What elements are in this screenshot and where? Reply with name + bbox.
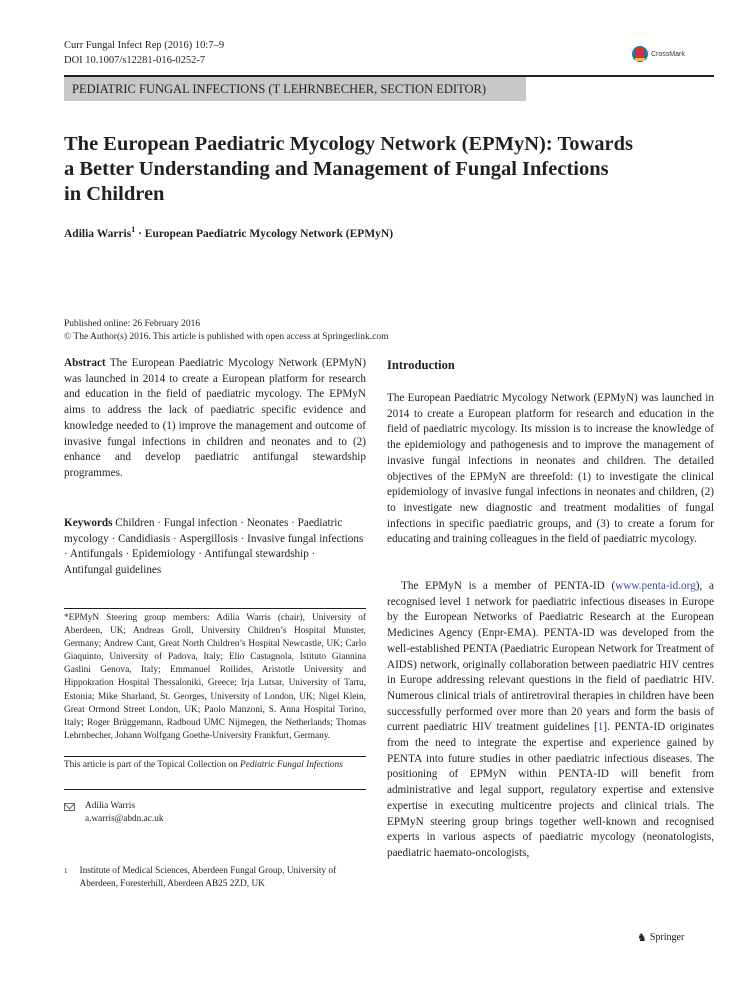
footnote-divider: [64, 756, 366, 757]
section-band: PEDIATRIC FUNGAL INFECTIONS (T LEHRNBECHER, SECTION EDITOR): [64, 77, 526, 101]
contact-name: Adilia Warris: [85, 801, 135, 811]
journal-meta: [64, 38, 224, 68]
publisher-logo: [637, 931, 684, 944]
keywords: [64, 516, 366, 579]
author-line: [64, 225, 393, 240]
introduction-paragraph-2: [387, 579, 714, 862]
crossmark-badge[interactable]: [632, 42, 702, 66]
topical-collection-name[interactable]: Pediatric Fungal Infections: [240, 760, 343, 770]
publisher-name: Springer: [649, 932, 685, 943]
title-line-1: The European Paediatric Mycology Network (EPMyN): Towards: [64, 133, 634, 155]
abstract-text: The European Paediatric Mycology Network (EPMyN) was launched in 2014 to create a European platform for research and education in the field of paediatric mycology. The EPMyN aims to address the lack of paediatric specific evidence and knowledge needed to (1) improve the management and outcome of invasive fungal infections in children and neonates and to (2) enhance and develop paediatric antifungal stewardship programmes.: [64, 357, 366, 479]
abstract: [64, 356, 366, 482]
introduction-paragraph-1: The European Paediatric Mycology Network (EPMyN) was launched in 2014 to create a European platform for research and education in the field of paediatric mycology. Its mission is to increase the knowledge of the epidemiology and pathogenesis and to improve the management of invasive fungal infections in neonates and children. The detailed objectives of the EPMyN are threefold: (1) to investigate the clinical epidemiology of invasive fungal infections in neonates and children, (2) to investigate new diagnostic and treatment modalities of fungal infections in specific paediatric groups, and (3) to create a forum for educating and training colleagues in the field of paediatric mycology.: [387, 392, 714, 546]
title-line-2: a Better Understanding and Management of Fungal Infections: [64, 158, 609, 180]
keywords-label: Keywords: [64, 517, 113, 529]
corresponding-author: [64, 800, 164, 826]
title-line-3: in Children: [64, 183, 165, 205]
springer-horse-icon: ♞: [637, 932, 647, 944]
journal-citation: Curr Fungal Infect Rep (2016) 10:7–9: [64, 40, 225, 51]
keywords-text: Children · Fungal infection · Neonates · Paediatric mycology · Candidiasis · Aspergillosis · Invasive fungal infections · Antifungals · Epidemiology · Antifungal stewardship · Antifungal guidelines: [64, 517, 364, 577]
footnote-divider: [64, 789, 366, 790]
paragraph-text: ]. PENTA-ID originates from the need to integrate the expertise and experience gained by PENTA into future studies in other paediatric infectious diseases. The positioning of EPMyN within PENTA-ID will benefit from administrative and legal support, regulatory expertise and extensive expertise in executing multicentre projects and clinical trials. The EPMyN steering group brings together well-known and recognised experts in various aspects of paediatric mycology (neonatologists, paediatric haemato-oncologists,: [387, 721, 714, 859]
topical-prefix: This article is part of the Topical Collection on: [64, 760, 241, 770]
publication-info: [64, 318, 389, 344]
affiliation: [64, 865, 366, 891]
article-title: [64, 132, 704, 207]
paragraph-text: ), a recognised level 1 network for paediatric infectious diseases in Europe by the European Networks of Paediatric Research at the European Medicines Agency (Enpr-EMA). PENTA-ID was developed from the well-established PENTA (Paediatric European Network for Treatment of AIDS) network, originally collaboration between paediatric HIV centres in Europe addressing relevant questions in the field of paediatric HIV. Numerous clinical trials of antiretroviral therapies in children have been successfully performed over more than 20 years and form the basis of current paediatric HIV treatment guidelines [: [387, 580, 714, 734]
footnote-divider: [64, 608, 366, 609]
contact-email[interactable]: a.warris@abdn.ac.uk: [85, 814, 164, 824]
reference-link-1[interactable]: 1: [597, 721, 604, 734]
author-affiliation-sup: 1: [131, 225, 136, 234]
introduction-heading: Introduction: [387, 358, 455, 372]
envelope-icon: [64, 803, 75, 811]
abstract-label: Abstract: [64, 357, 106, 369]
published-online: Published online: 26 February 2016: [64, 319, 201, 329]
penta-id-link[interactable]: www.penta-id.org: [615, 580, 696, 592]
crossmark-icon: [632, 46, 648, 62]
author-separator: ·: [135, 227, 145, 240]
affiliation-text: Institute of Medical Sciences, Aberdeen Fungal Group, University of Aberdeen, Foresterhill, Aberdeen AB25 2ZD, UK: [79, 866, 337, 889]
topical-collection-note: [64, 759, 366, 772]
steering-group-footnote: *EPMyN Steering group members: Adilia Warris (chair), University of Aberdeen, UK; Andreas Groll, University Children’s Hospital Munster, Germany; Andrew Cant, Great North Children’s Hospital Newcastle, UK; Carlo Giaquinto, University of Padova, Italy; Elio Castagnola, Istituto Giannina Gaslini Genova, Italy; Emmanuel Roilides, Aristotle University and Hippokration Hospital Thessaloniki, Greece; Irja Lutsar, University of Tartu, Estonia; Mike Sharland, St. Georges, University of London, UK; Nigel Klein, Great Ormond Street London, UK; Paolo Manzoni, S. Anna Hospital Torino, Italy; Roger Brüggemann, Radboud UMC Nijmegen, the Netherlands; Thomas Lehrnbecher, Johann Wolfgang Goethe-University Frankfurt, Germany.: [64, 613, 366, 741]
copyright: © The Author(s) 2016. This article is published with open access at Springerlink.com: [64, 332, 389, 342]
author-name[interactable]: Adilia Warris: [64, 227, 132, 240]
group-author: European Paediatric Mycology Network (EPMyN): [144, 227, 394, 240]
doi: DOI 10.1007/s12281-016-0252-7: [64, 55, 206, 66]
crossmark-label: CrossMark: [651, 50, 685, 58]
affiliation-number: 1: [64, 867, 68, 875]
paragraph-text: The EPMyN is a member of PENTA-ID (: [401, 580, 616, 592]
